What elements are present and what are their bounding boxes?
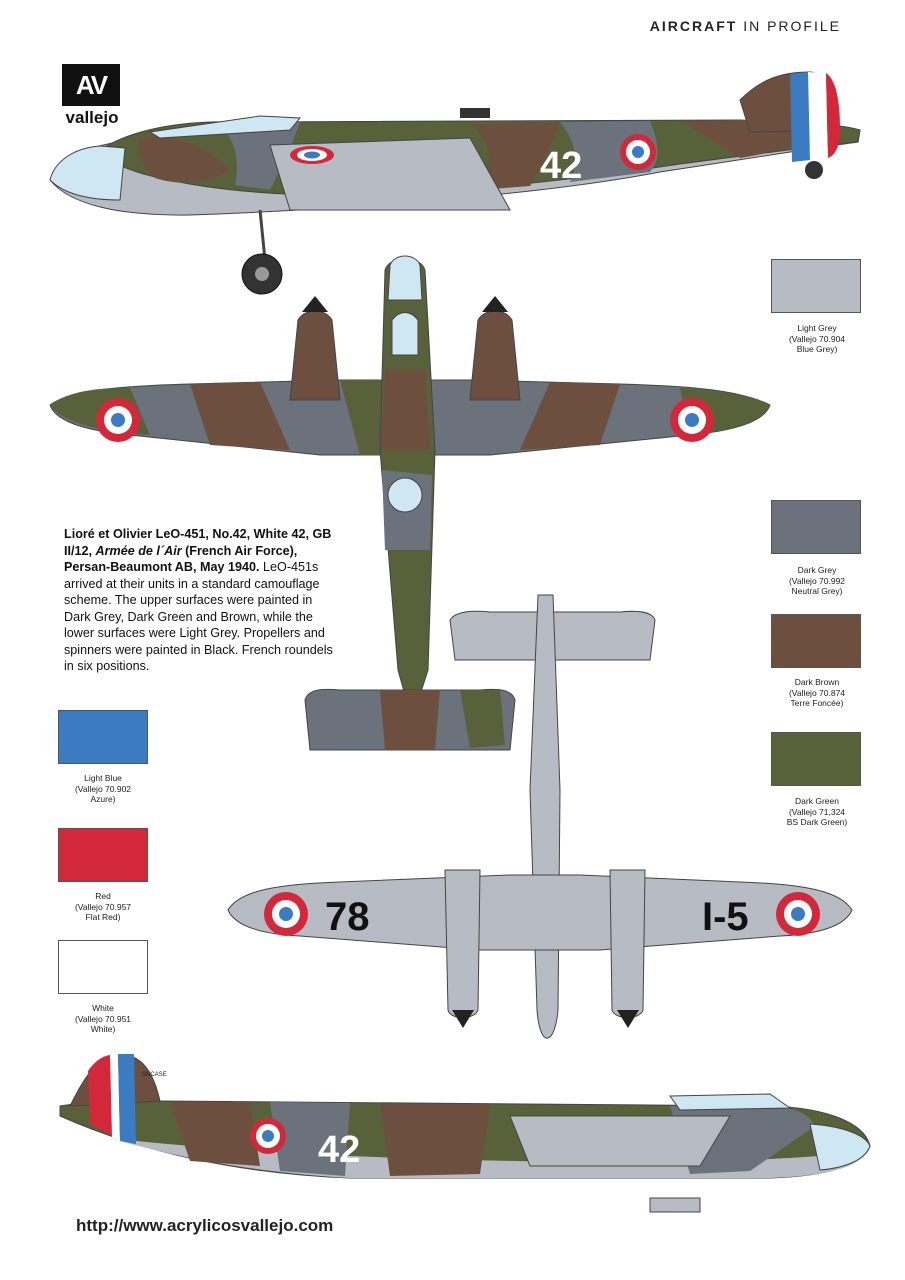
underside-number-left: 78 [325, 895, 370, 939]
swatch-label-white: White (Vallejo 70.951 White) [74, 1003, 132, 1034]
underside-number-right: I-5 [702, 895, 749, 939]
lower-nacelle-left [445, 870, 480, 1018]
cockpit-top [392, 313, 418, 356]
lower-nacelle-right [610, 870, 645, 1018]
nose-glazing-top [388, 256, 422, 300]
lower-spinner-right [617, 1010, 639, 1028]
header-rest: IN PROFILE [737, 18, 841, 34]
dorsal-turret [460, 108, 490, 118]
rudder-white [808, 72, 828, 160]
side-profile-bottom [50, 1046, 880, 1236]
lower-profile-rudder-red [88, 1055, 112, 1136]
swatch-label-light-blue: Light Blue (Vallejo 70.902 Azure) [74, 773, 132, 804]
swatch-red [58, 828, 148, 882]
lower-profile-camo-brown-2 [380, 1104, 490, 1176]
rudder-blue [790, 72, 810, 162]
nacelle-left [290, 311, 340, 400]
side-number-top: 42 [540, 145, 583, 187]
swatch-label-dark-brown: Dark Brown (Vallejo 70.874 Terre Foncée) [788, 677, 846, 708]
logo-name: vallejo [65, 108, 119, 127]
roundel-wing-top [290, 146, 334, 164]
roundel-lower-right [776, 892, 820, 936]
caption-text [64, 526, 334, 675]
nacelle-right [470, 311, 520, 400]
swatch-dark-brown [771, 614, 861, 668]
swatch-label-light-grey: Light Grey (Vallejo 70.904 Blue Grey) [788, 323, 846, 354]
page-header [650, 18, 841, 34]
lower-profile-ventral-turret [650, 1198, 700, 1212]
swatch-light-grey [771, 259, 861, 313]
side-number-bottom: 42 [318, 1129, 361, 1171]
lower-profile-rudder-blue [118, 1054, 136, 1144]
roundel-upper-right [670, 398, 714, 442]
nose-glazing [50, 146, 125, 200]
caption-body: LeO-451s arrived at their units in a standard camouflage scheme. The upper surfaces were painted in Dark Grey, Dark Green and Brown, while the lower surfaces were Light Grey. Propellers and spinners were painted in Black. French roundels in six positions. [64, 560, 333, 673]
caption-bold-location: (French Air Force), Persan-Beaumont AB, May 1940. [64, 543, 298, 574]
swatch-white [58, 940, 148, 994]
swatch-label-dark-grey: Dark Grey (Vallejo 70.992 Neutral Grey) [788, 565, 846, 596]
swatch-dark-grey [771, 500, 861, 554]
caption-italic: Armée de l´Air [95, 543, 182, 558]
roundel-lower-left [264, 892, 308, 936]
swatch-label-dark-green: Dark Green (Vallejo 71,324 BS Dark Green) [786, 796, 848, 827]
footer-url[interactable]: http://www.acrylicosvallejo.com [76, 1216, 334, 1235]
tail-wheel [805, 161, 823, 179]
roundel-upper-left [96, 398, 140, 442]
lower-spinner-left [452, 1010, 474, 1028]
lower-profile-fin-text: SNCASE [142, 1072, 167, 1078]
rudder-red [826, 73, 840, 158]
spinner-left [302, 296, 328, 312]
swatch-label-red: Red (Vallejo 70.957 Flat Red) [74, 891, 132, 922]
spinner-right [482, 296, 508, 312]
lower-profile-wing [510, 1116, 730, 1166]
lower-profile-canopy [670, 1094, 790, 1110]
swatch-light-blue [58, 710, 148, 764]
fuselage-camo-brown [380, 370, 430, 450]
dorsal-turret-top [388, 478, 422, 512]
logo-mark: AV [62, 64, 120, 106]
lower-profile-roundel [250, 1118, 286, 1154]
lower-wing [228, 875, 852, 950]
header-bold: AIRCRAFT [649, 18, 738, 34]
swatch-dark-green [771, 732, 861, 786]
lower-fuselage [530, 595, 560, 1038]
roundel-fuselage-top [620, 134, 656, 170]
caption-bold-intro: Lioré et Olivier LeO-451, No.42, White 42, GB II/12, [64, 527, 332, 558]
